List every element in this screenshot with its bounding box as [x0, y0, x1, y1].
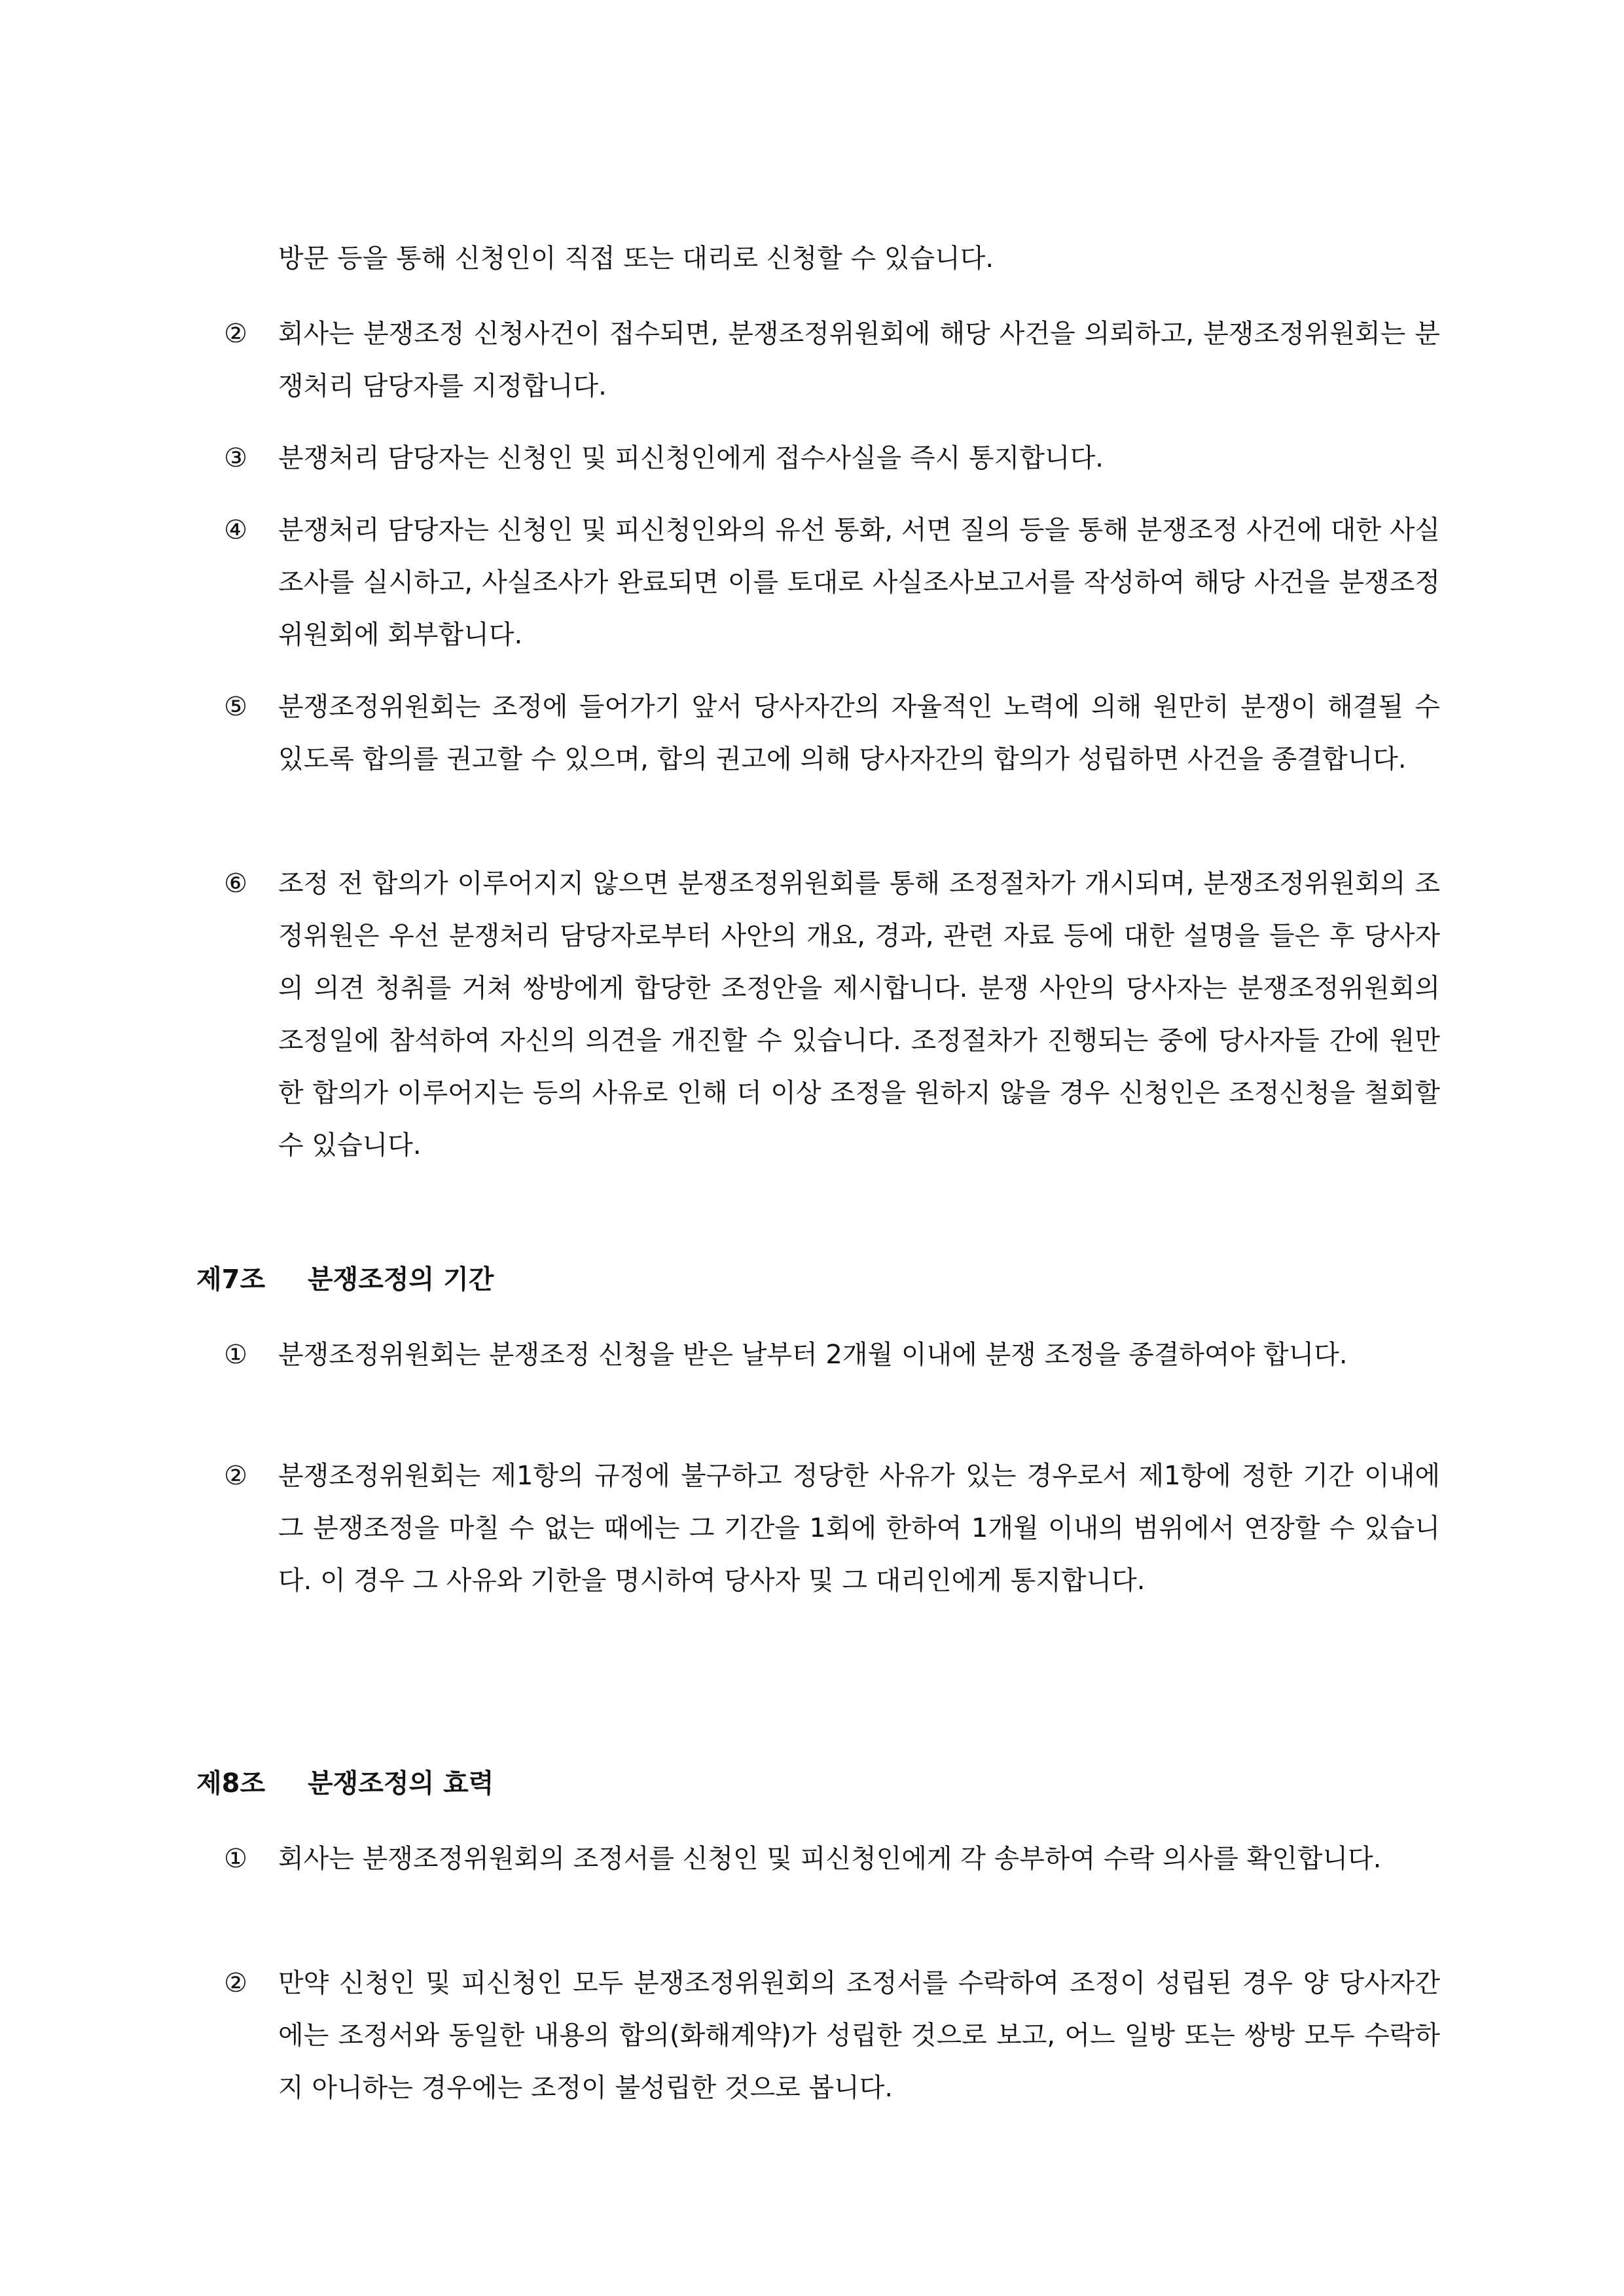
item-number: ⑤: [224, 692, 247, 722]
item-number: ②: [224, 1968, 247, 1998]
item-number: ⑥: [224, 869, 247, 899]
item-number: ①: [224, 1844, 247, 1874]
section-heading-article7: [196, 1253, 494, 1306]
continuation-text: 방문 등을 통해 신청인이 직접 또는 대리로 신청할 수 있습니다.: [278, 243, 994, 274]
article-number: 제8조: [196, 1768, 266, 1799]
section-heading-article8: [196, 1757, 494, 1810]
item-text: 분쟁처리 담당자는 신청인 및 피신청인에게 접수사실을 즉시 통지합니다.: [278, 443, 1104, 473]
item-text: 분쟁조정위원회는 제1항의 규정에 불구하고 정당한 사유가 있는 경우로서 제1항에 정한 기간 이내에 그 분쟁조정을 마칠 수 없는 때에는 그 기간을 1회에 한하여 1개월 이내의 범위에서 연장할 수 있습니다. 이 경우 그 사유와 기한을 명시하여 당사자 및 그 대리인에게 통지합니다.: [278, 1461, 1440, 1596]
item-number: ②: [224, 319, 247, 349]
item-text: 조정 전 합의가 이루어지지 않으면 분쟁조정위원회를 통해 조정절차가 개시되며, 분쟁조정위원회의 조정위원은 우선 분쟁처리 담당자로부터 사안의 개요, 경과, 관련 자료 등에 대한 설명을 들은 후 당사자의 의견 청취를 거쳐 쌍방에게 합당한 조정안을 제시합니다. 분쟁 사안의 당사자는 분쟁조정위원회의 조정일에 참석하여 자신의 의견을 개진할 수 있습니다. 조정절차가 진행되는 중에 당사자들 간에 원만한 합의가 이루어지는 등의 사유로 인해 더 이상 조정을 원하지 않을 경우 신청인은 조정신청을 철회할 수 있습니다.: [278, 869, 1440, 1160]
item-number: ②: [224, 1461, 247, 1491]
item-text: 회사는 분쟁조정 신청사건이 접수되면, 분쟁조정위원회에 해당 사건을 의뢰하고, 분쟁조정위원회는 분쟁처리 담당자를 지정합니다.: [278, 319, 1440, 401]
item-text: 회사는 분쟁조정위원회의 조정서를 신청인 및 피신청인에게 각 송부하여 수락 의사를 확인합니다.: [278, 1844, 1382, 1874]
item-text: 분쟁조정위원회는 분쟁조정 신청을 받은 날부터 2개월 이내에 분쟁 조정을 종결하여야 합니다.: [278, 1340, 1348, 1370]
article-title: 분쟁조정의 효력: [308, 1768, 494, 1799]
item-text: 분쟁처리 담당자는 신청인 및 피신청인와의 유선 통화, 서면 질의 등을 통해 분쟁조정 사건에 대한 사실조사를 실시하고, 사실조사가 완료되면 이를 토대로 사실조사보고서를 작성하여 해당 사건을 분쟁조정위원회에 회부합니다.: [278, 515, 1440, 650]
article-title: 분쟁조정의 기간: [308, 1265, 494, 1295]
item-number: ④: [224, 515, 247, 545]
item-text: 만약 신청인 및 피신청인 모두 분쟁조정위원회의 조정서를 수락하여 조정이 성립된 경우 양 당사자간에는 조정서와 동일한 내용의 합의(화해계약)가 성립한 것으로 보고, 어느 일방 또는 쌍방 모두 수락하지 아니하는 경우에는 조정이 불성립한 것으로 봅니다.: [278, 1968, 1440, 2103]
item-number: ①: [224, 1340, 247, 1370]
item-text: 분쟁조정위원회는 조정에 들어가기 앞서 당사자간의 자율적인 노력에 의해 원만히 분쟁이 해결될 수 있도록 합의를 권고할 수 있으며, 합의 권고에 의해 당사자간의 합의가 성립하면 사건을 종결합니다.: [278, 692, 1440, 774]
item-number: ③: [224, 443, 247, 473]
article-number: 제7조: [196, 1265, 266, 1295]
